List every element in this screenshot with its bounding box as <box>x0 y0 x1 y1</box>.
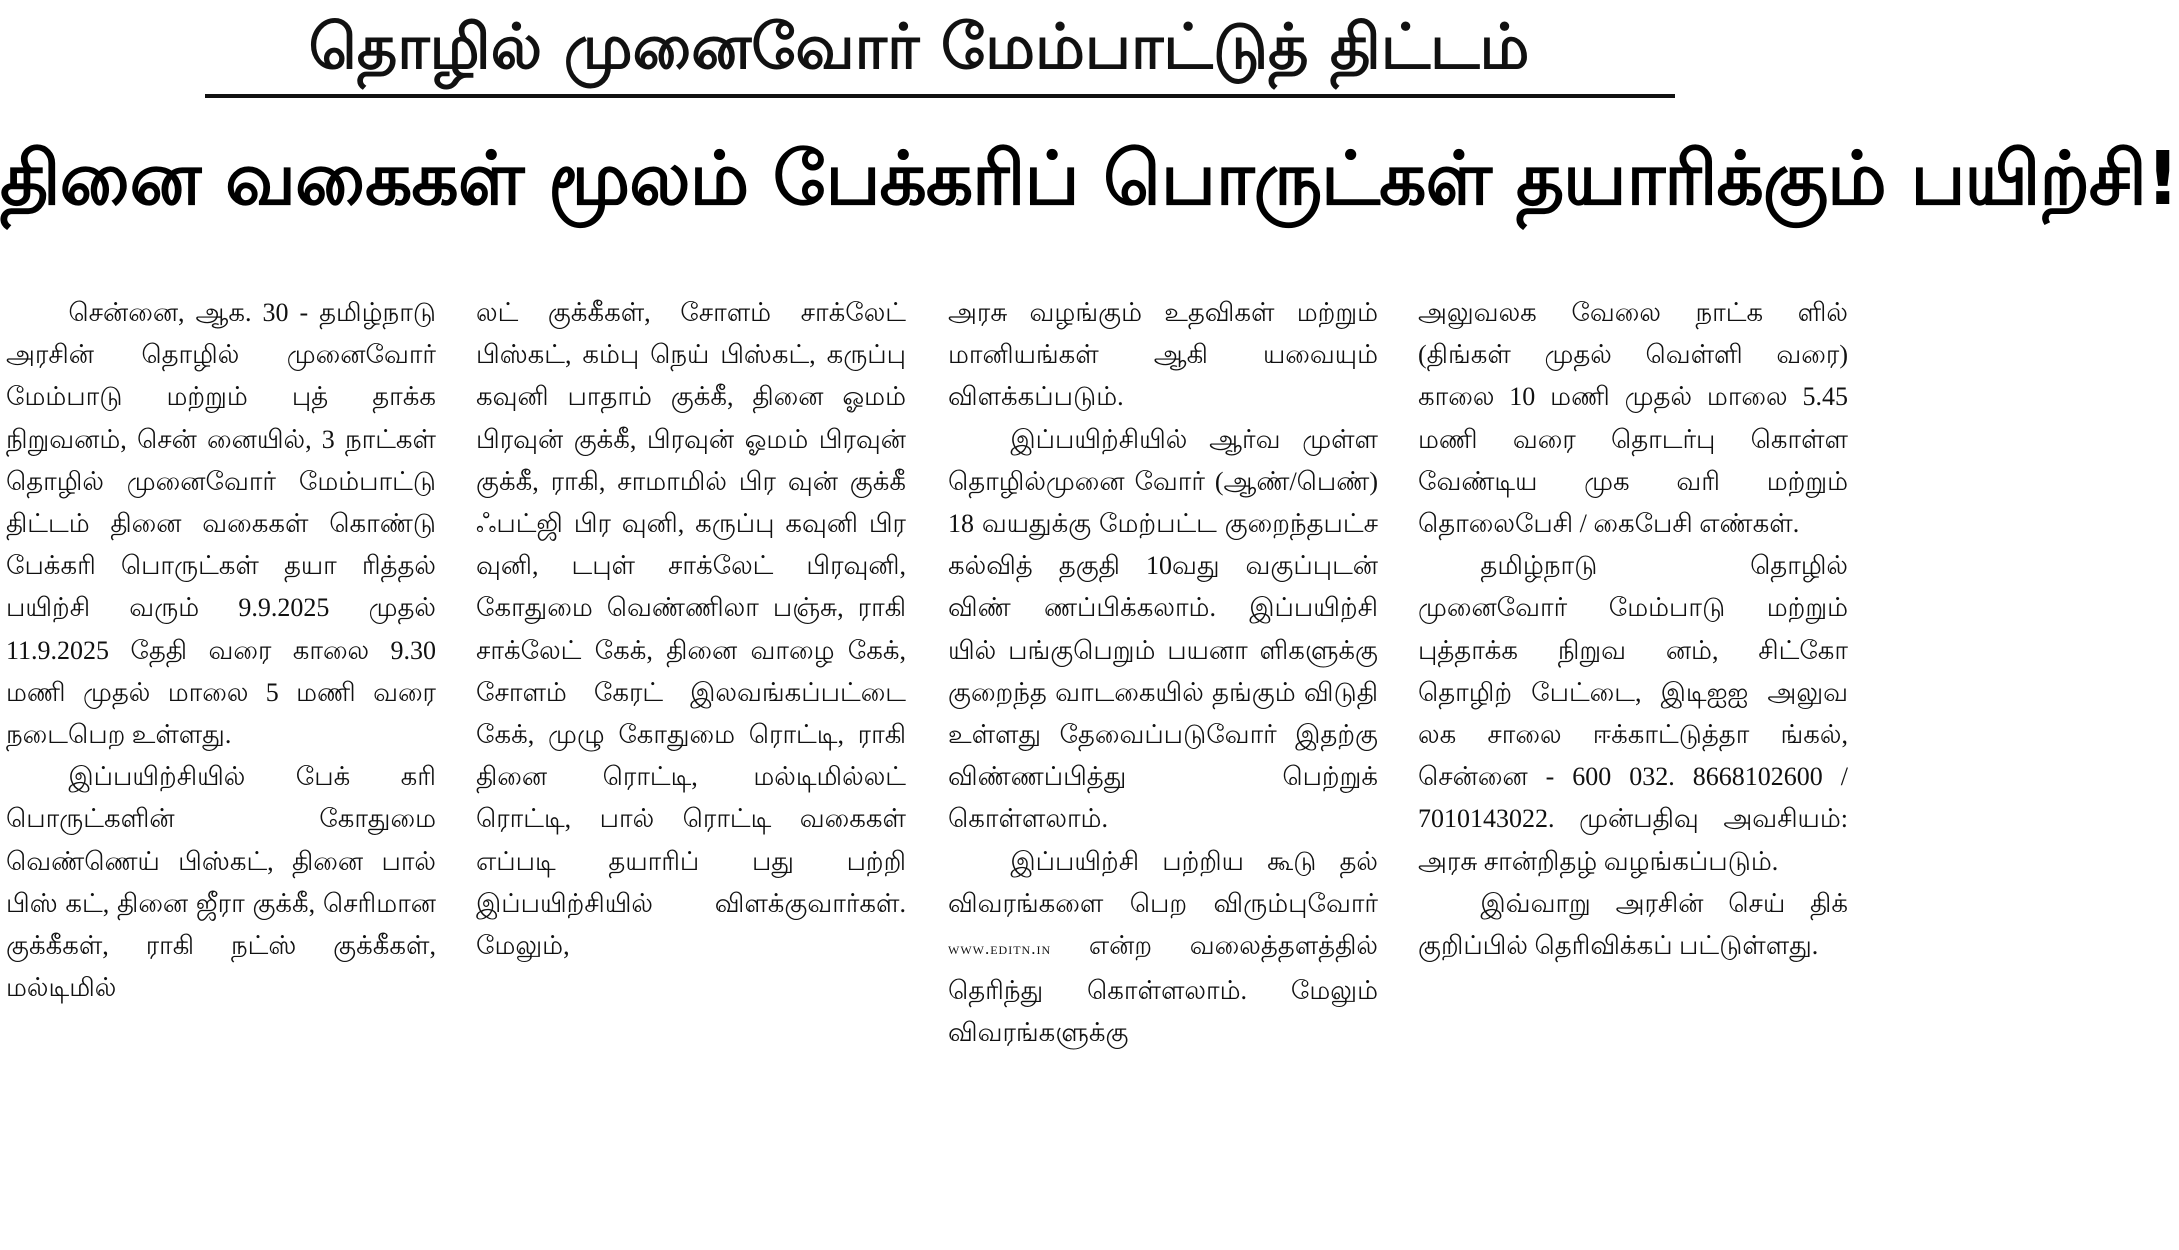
kicker-rule <box>205 94 1675 98</box>
paragraph: சென்னை, ஆக. 30 - தமிழ்நாடு அரசின் தொழில் முனைவோர் மேம்பாடு மற்றும் புத் தாக்க நிறுவனம், சென் னையில், 3 நாட்கள் தொழில் முனைவோர் மேம்பாட்டு திட்டம் தினை வகைகள் கொண்டு பேக்கரி பொருட்கள் தயா ரித்தல் பயிற்சி வரும் 9.9.2025 முதல் 11.9.2025 தேதி வரை காலை 9.30 மணி முதல் மாலை 5 மணி வரை நடைபெற உள்ளது. <box>6 298 436 750</box>
website-link[interactable]: www.editn.in <box>948 939 1052 959</box>
kicker-title: தொழில் முனைவோர் மேம்பாட்டுத் திட்டம் <box>308 10 1530 83</box>
paragraph: அலுவலக வேலை நாட்க ளில் (திங்கள் முதல் வெள்ளி வரை) காலை 10 மணி முதல் மாலை 5.45 மணி வரை தொடர்பு கொள்ள வேண்டிய முக வரி மற்றும் தொலைபேசி / கைபேசி எண்கள். <box>1418 298 1848 539</box>
column-3 <box>948 292 1378 1242</box>
column-2 <box>476 292 906 1242</box>
headline: தினை வகைகள் மூலம் பேக்கரிப் பொருட்கள் தயாரிக்கும் பயிற்சி! <box>0 136 2179 222</box>
column-4 <box>1418 292 1848 1242</box>
paragraph: அரசு வழங்கும் உதவிகள் மற்றும் மானியங்கள் ஆகி யவையும் விளக்கப்படும். <box>948 298 1378 412</box>
article-body <box>6 292 1848 1242</box>
paragraph: தமிழ்நாடு தொழில் முனைவோர் மேம்பாடு மற்றும் புத்தாக்க நிறுவ னம், சிட்கோ தொழிற் பேட்டை, இடிஐஐ அலுவ லக சாலை ஈக்காட்டுத்தா ங்கல், சென்னை - 600 032. 8668102600 / 7010143022. முன்பதிவு அவசியம்: அரசு சான்றிதழ் வழங்கப்படும். <box>1418 551 1848 876</box>
paragraph: இப்பயிற்சியில் ஆர்வ முள்ள தொழில்முனை வோர் (ஆண்/பெண்) 18 வயதுக்கு மேற்பட்ட குறைந்தபட்ச கல்வித் தகுதி 10வது வகுப்புடன் விண் ணப்பிக்கலாம். இப்பயிற்சி யில் பங்குபெறும் பயனா ளிகளுக்கு குறைந்த வாடகையில் தங்கும் விடுதி உள்ளது தேவைப்படுவோர் இதற்கு விண்ணப்பித்து பெற்றுக் கொள்ளலாம். <box>948 424 1378 834</box>
paragraph: லட் குக்கீகள், சோளம் சாக்லேட் பிஸ்கட், கம்பு நெய் பிஸ்கட், கருப்பு கவுனி பாதாம் குக்கீ, தினை ஓமம் பிரவுன் குக்கீ, பிரவுன் ஓமம் பிரவுன் குக்கீ, ராகி, சாமாமில் பிர வுன் குக்கீ ஃபட்ஜி பிர வுனி, கருப்பு கவுனி பிர வுனி, டபுள் சாக்லேட் பிரவுனி, கோதுமை வெண்ணிலா பஞ்சு, ராகி சாக்லேட் கேக், தினை வாழை கேக், சோளம் கேரட் இலவங்கப்பட்டை கேக், முழு கோதுமை ரொட்டி, ராகி தினை ரொட்டி, மல்டிமில்லட் ரொட்டி, பால் ரொட்டி வகைகள் எப்படி தயாரிப் பது பற்றி இப்பயிற்சியில் விளக்குவார்கள். மேலும், <box>476 298 906 961</box>
paragraph: இவ்வாறு அரசின் செய் திக் குறிப்பில் தெரிவிக்கப் பட்டுள்ளது. <box>1418 888 1848 961</box>
paragraph: இப்பயிற்சியில் பேக் கரி பொருட்களின் கோதுமை வெண்ணெய் பிஸ்கட், தினை பால் பிஸ் கட், தினை ஜீரா குக்கீ, செரிமான குக்கீகள், ராகி நட்ஸ் குக்கீகள், மல்டிமில் <box>6 762 436 1003</box>
column-1 <box>6 292 436 1242</box>
paragraph-text: இப்பயிற்சி பற்றிய கூடு தல் விவரங்களை பெற விரும்புவோர் <box>948 846 1378 918</box>
paragraph-text: என்ற வலைத்தளத்தில் தெரிந்து கொள்ளலாம். மேலும் விவரங்களுக்கு <box>948 931 1378 1048</box>
paragraph <box>948 841 1378 1055</box>
